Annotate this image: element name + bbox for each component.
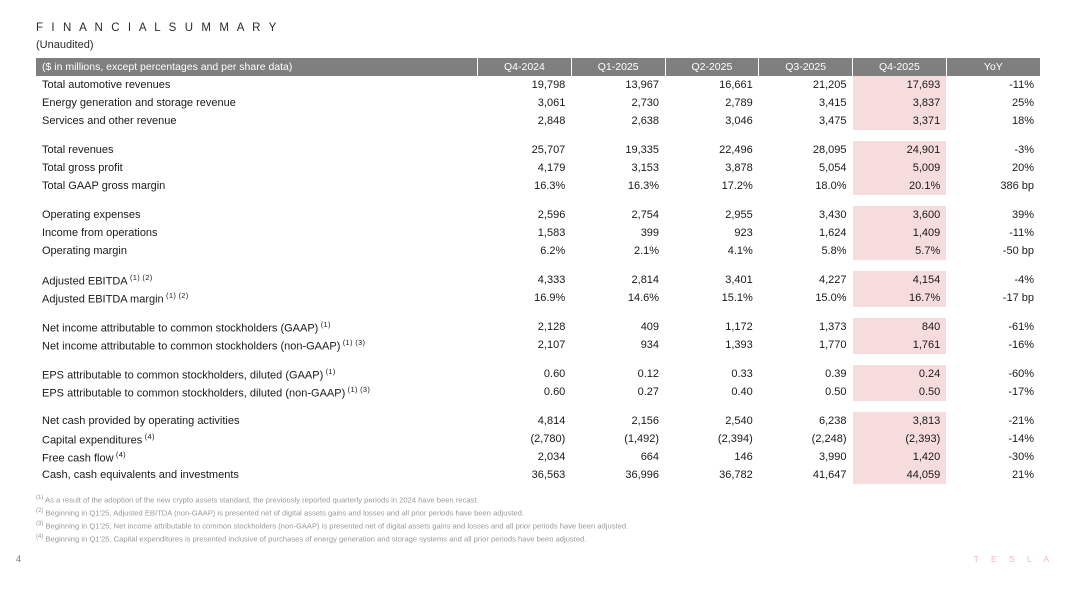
row-value: 2,540 [725,415,753,427]
row-value: 15.1% [721,292,753,304]
table-row [36,206,1040,224]
row-value: 664 [640,451,660,463]
row-value: 20.1% [853,177,947,195]
table-header [36,58,1040,76]
table-row [36,94,1040,112]
row-value: 0.27 [637,386,660,398]
column-header-q3-2025: Q3-2025 [759,58,853,76]
column-header-yoy: YoY [946,58,1040,76]
row-value: 4,333 [537,274,566,286]
table-spacer-row [36,130,1040,141]
table-row [36,365,1040,383]
row-value: (1,492) [624,433,660,445]
row-value: 0.39 [825,368,847,380]
footnotes [36,493,1040,545]
row-value: 2.1% [633,245,660,257]
table-spacer-row [36,195,1040,206]
row-value: -21% [1008,415,1034,427]
table-header-row [36,58,1040,76]
row-value: 923 [734,227,753,239]
row-value: 2,848 [537,115,566,127]
row-value: -14% [1008,433,1034,445]
column-header-q4-2024: Q4-2024 [478,58,572,76]
row-value: 19,798 [531,79,566,91]
table-row [36,141,1040,159]
row-value: 146 [734,451,753,463]
row-value: 41,647 [812,469,847,481]
row-value: 2,596 [537,209,566,221]
row-value: 1,420 [853,448,947,466]
table-row [36,448,1040,466]
footnote-marker: (1) (3) [340,337,366,347]
row-value: -61% [1008,321,1034,333]
row-value: 3,878 [725,162,753,174]
footnote-item: $^{(2)}$ Beginning in Q1'25, Adjusted EBITDA (non-GAAP) is presented net of digital assets gains and losses and all prior periods have been adjusted. [36,507,524,518]
row-value: 5,009 [853,159,947,177]
row-value: 36,782 [719,469,753,481]
row-value: -17% [1008,386,1034,398]
row-value: 0.33 [731,368,753,380]
row-value: 3,837 [853,94,947,112]
row-value: 3,061 [537,97,566,109]
spacer-cell [36,195,1040,206]
row-value: 3,401 [725,274,753,286]
row-value: 1,624 [818,227,847,239]
column-header-q1-2025: Q1-2025 [571,58,665,76]
brand-logo: T E S L A [973,554,1054,564]
row-value: 16,661 [719,79,753,91]
table-row [36,177,1040,195]
row-value: 5,054 [818,162,847,174]
row-label: Cash, cash equivalents and investments [42,469,239,481]
footnote-marker: (1) (3) [345,384,371,394]
row-value: 934 [640,339,660,351]
row-value: 16.7% [853,289,947,307]
row-value: 0.24 [853,365,947,383]
table-row [36,289,1040,307]
row-label: Net income attributable to common stockholders (GAAP) $^{(1)}$ [42,319,331,335]
row-value: 3,813 [853,412,947,430]
row-value: 25% [1011,97,1034,109]
row-value: 2,128 [537,321,566,333]
row-value: 3,415 [818,97,847,109]
row-value: 1,172 [725,321,753,333]
footnote-item: $^{(3)}$ Beginning in Q1'25, Net income attributable to common stockholders (non-GAAP) is presented net of digital assets gains and losses and all prior periods have been adjusted. [36,520,629,531]
footnote-marker: (4) [36,533,44,540]
row-label: Total GAAP gross margin [42,180,166,192]
footnote-marker: (4) [113,449,126,459]
spacer-cell [36,130,1040,141]
row-value: 14.6% [627,292,660,304]
row-value: 3,430 [818,209,847,221]
row-value: -16% [1008,339,1034,351]
row-value: 2,034 [537,451,566,463]
table-spacer-row [36,307,1040,318]
row-value: 1,409 [853,224,947,242]
page-number: 4 [16,554,22,564]
row-label: Total gross profit [42,162,123,174]
row-value: 17.2% [721,180,753,192]
row-value: 15.0% [815,292,847,304]
footnote-marker: (1) (2) [163,290,189,300]
row-value: 2,156 [631,415,660,427]
table-body [36,76,1040,484]
spacer-cell [36,260,1040,271]
row-label: Adjusted EBITDA $^{(1) (2)}$ [42,272,153,288]
table-row [36,76,1040,94]
row-value: 1,393 [725,339,753,351]
row-value: 2,754 [631,209,660,221]
row-value: 0.12 [637,368,660,380]
row-value: 18% [1011,115,1034,127]
row-value: 25,707 [531,144,566,156]
row-value: 399 [640,227,660,239]
spacer-cell [36,354,1040,365]
row-value: -3% [1014,144,1034,156]
spacer-cell [36,401,1040,412]
row-value: -11% [1009,227,1034,239]
column-header-q2-2025: Q2-2025 [665,58,759,76]
row-value: 0.40 [731,386,753,398]
row-value: 36,563 [531,469,566,481]
financial-summary-table [36,58,1040,484]
row-label: Operating expenses [42,209,141,221]
table-spacer-row [36,401,1040,412]
row-value: 386 bp [1000,180,1034,192]
footnote-marker: (2) [36,507,44,514]
column-header-q4-2025: Q4-2025 [853,58,947,76]
row-label: Services and other revenue [42,115,177,127]
table-row [36,466,1040,484]
row-value: 13,967 [625,79,660,91]
row-value: -30% [1008,451,1034,463]
row-value: 3,600 [853,206,947,224]
row-value: -60% [1008,368,1034,380]
row-label: Operating margin [42,245,127,257]
row-value: 3,371 [853,112,947,130]
row-value: 2,955 [725,209,753,221]
footnote-marker: (1) [323,366,336,376]
row-value: 4,814 [537,415,566,427]
row-value: 39% [1011,209,1034,221]
row-label: EPS attributable to common stockholders, diluted (non-GAAP) $^{(1) (3)}$ [42,384,371,400]
table-spacer-row [36,260,1040,271]
row-value: 17,693 [853,76,947,94]
row-value: 16.9% [534,292,566,304]
row-value: -4% [1014,274,1034,286]
page-subtitle: (Unaudited) [36,39,94,51]
row-value: -17 bp [1002,292,1034,304]
row-value: 1,583 [537,227,566,239]
footnote-marker: (1) [318,319,331,329]
row-value: -50 bp [1002,245,1034,257]
table-row [36,224,1040,242]
table-spacer-row [36,354,1040,365]
table-row [36,412,1040,430]
row-value: 3,046 [725,115,753,127]
row-value: 0.60 [543,386,566,398]
row-value: 24,901 [853,141,947,159]
row-value: 0.50 [853,383,947,401]
row-value: 28,095 [812,144,847,156]
table-row [36,336,1040,354]
row-label: Income from operations [42,227,158,239]
table-row [36,383,1040,401]
table-row [36,271,1040,289]
row-value: 5.7% [853,242,947,260]
row-value: (2,780) [530,433,566,445]
row-value: 18.0% [815,180,847,192]
row-label: Total automotive revenues [42,79,171,91]
row-label: Energy generation and storage revenue [42,97,236,109]
row-value: 0.60 [543,368,566,380]
row-value: 3,153 [631,162,660,174]
row-value: 22,496 [719,144,753,156]
row-value: 1,770 [818,339,847,351]
row-value: 21% [1011,469,1034,481]
table-row [36,112,1040,130]
row-label: Net income attributable to common stockholders (non-GAAP) $^{(1) (3)}$ [42,337,366,353]
row-value: 20% [1011,162,1034,174]
table-row [36,159,1040,177]
row-value: 16.3% [627,180,660,192]
row-value: 4,154 [853,271,947,289]
row-value: 1,761 [853,336,947,354]
row-value: 21,205 [812,79,847,91]
row-value: 2,814 [631,274,660,286]
footnote-marker: (4) [142,431,155,441]
row-label: Total revenues [42,144,114,156]
row-value: -11% [1009,79,1034,91]
footnote-marker: (1) (2) [127,272,153,282]
row-value: 3,990 [818,451,847,463]
column-header-description: ($ in millions, except percentages and per share data) [36,58,478,76]
row-value: 4,227 [818,274,847,286]
row-label: Adjusted EBITDA margin $^{(1) (2)}$ [42,290,189,306]
table-row [36,242,1040,260]
row-value: 5.8% [821,245,847,257]
footnote-marker: (3) [36,520,44,527]
page-title: F I N A N C I A L S U M M A R Y [36,22,279,34]
row-value: 2,107 [537,339,566,351]
row-value: 16.3% [534,180,566,192]
spacer-cell [36,307,1040,318]
row-value: 36,996 [625,469,660,481]
row-value: 4,179 [537,162,566,174]
row-value: 4.1% [727,245,753,257]
row-value: 19,335 [625,144,660,156]
footnote-marker: (1) [36,495,44,501]
row-value: 6.2% [540,245,566,257]
row-value: 44,059 [853,466,947,484]
row-value: 2,789 [725,97,753,109]
row-value: 3,475 [818,115,847,127]
row-label: EPS attributable to common stockholders, diluted (GAAP) $^{(1)}$ [42,366,336,382]
footnote-item: $^{(4)}$ Beginning in Q1'25, Capital expenditures is presented inclusive of purchases of energy generation and storage systems and all prior periods have been adjusted. [36,533,587,544]
row-value: 1,373 [818,321,847,333]
row-value: (2,393) [853,430,947,448]
row-value: (2,248) [811,433,847,445]
row-value: (2,394) [717,433,753,445]
row-value: 6,238 [818,415,847,427]
row-value: 409 [640,321,660,333]
table-row [36,430,1040,448]
row-label: Free cash flow $^{(4)}$ [42,449,126,465]
row-value: 2,638 [631,115,660,127]
footnote-item: $^{(1)}$ As a result of the adoption of the new crypto assets standard, the previously reported quarterly periods in 2024 have been recast. [36,495,479,505]
table-row [36,318,1040,336]
row-label: Net cash provided by operating activities [42,415,240,427]
row-label: Capital expenditures $^{(4)}$ [42,431,155,447]
row-value: 840 [853,318,947,336]
row-value: 0.50 [825,386,847,398]
row-value: 2,730 [631,97,660,109]
